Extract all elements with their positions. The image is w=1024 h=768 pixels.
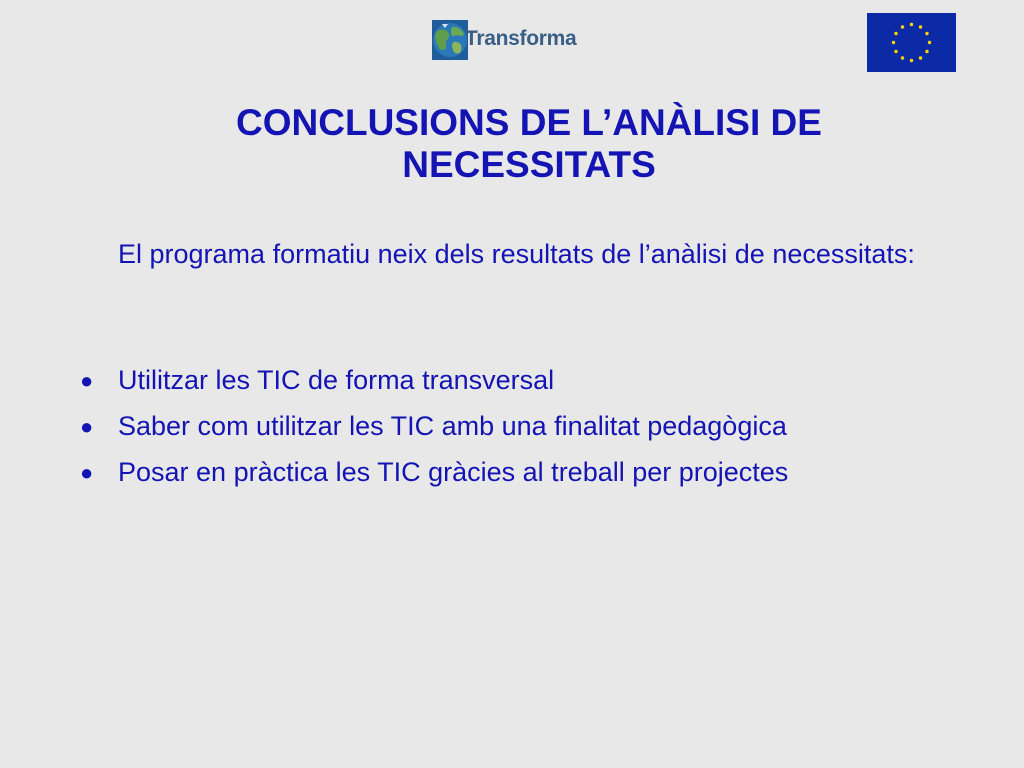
transforma-logo [432,20,602,62]
bullet-item [80,454,900,491]
bullet-text: Utilitzar les TIC de forma transversal [118,365,555,395]
globe-icon [432,20,468,60]
bullet-dot-icon: ● [80,368,94,393]
slide-title-line-2: NECESSITATS [402,144,656,185]
bullet-dot-icon: ● [80,414,94,439]
bullet-dot-icon: ● [80,460,94,485]
bullet-item [80,408,900,445]
slide-title-line-1: CONCLUSIONS DE L’ANÀLISI DE [236,102,822,143]
slide-title [100,102,958,186]
bullet-text: Posar en pràctica les TIC gràcies al treball per projectes [118,457,789,487]
eu-flag-icon [867,13,956,72]
bullet-item [80,362,900,399]
intro-text: El programa formatiu neix dels resultats de l’anàlisi de necessitats: [118,239,915,269]
bullet-text: Saber com utilitzar les TIC amb una finalitat pedagògica [118,411,787,441]
bullet-list [80,362,900,500]
logo-text: Transforma [465,27,577,50]
